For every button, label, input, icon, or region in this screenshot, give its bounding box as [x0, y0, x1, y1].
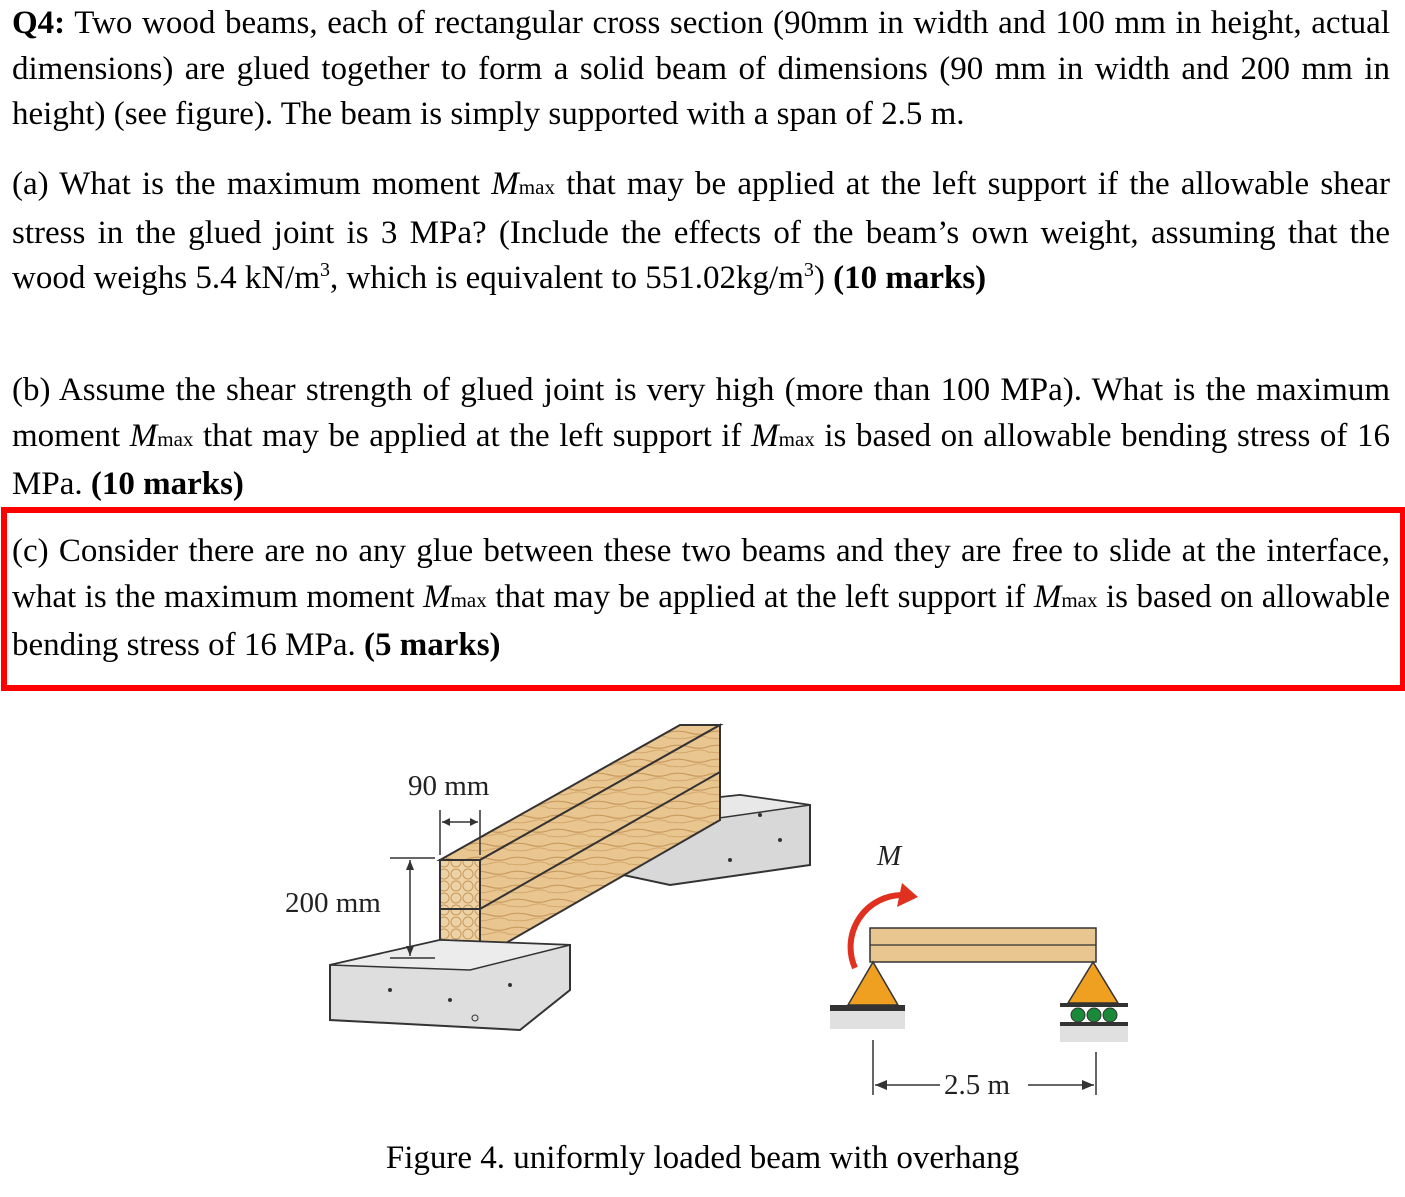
part-a-marks: (10 marks)	[833, 260, 987, 296]
max-subscript-2: max	[1061, 587, 1098, 612]
front-concrete-support	[330, 940, 570, 1030]
pin-support	[848, 962, 898, 1005]
max-subscript: max	[450, 587, 487, 612]
intro-text: Two wood beams, each of rectangular cross section (90mm in width and 100 mm in height, actual dimensions) are glued together to form a solid beam of dimensions (90 mm in width and 200 mm in height) (see figure). The beam is simply supported with a span of 2.5 m.	[12, 5, 1390, 132]
glued-wood-beam	[440, 725, 720, 958]
part-b-marks: (10 marks)	[90, 466, 244, 502]
part-b-text-3: is based on allowable bending stress of 16 MPa.	[12, 417, 1391, 502]
max-subscript: max	[157, 426, 194, 451]
m-symbol: M	[129, 417, 158, 454]
height-dimension	[285, 858, 435, 958]
part-a-text-4: )	[813, 260, 834, 296]
question-label: Q4:	[12, 5, 66, 41]
width-label: 90 mm	[408, 770, 490, 802]
beam-figure	[270, 700, 1150, 1120]
part-a-text-3: , which is equivalent to 551.02kg/m	[330, 260, 804, 296]
part-c-text-3: is based on allowable bending stress of 16 MPa.	[12, 578, 1390, 663]
part-b-text-1: (b) Assume the shear strength of glued joint is very high (more than 100 MPa). What is the maximum moment	[12, 372, 1390, 454]
beam-schematic	[830, 840, 1128, 1101]
max-subscript: max	[518, 175, 555, 199]
m-symbol-2: M	[751, 417, 779, 454]
height-label: 200 mm	[285, 887, 381, 919]
part-a-text-1: (a) What is the maximum moment	[12, 166, 492, 202]
figure-caption: Figure 4. uniformly loaded beam with overhang	[385, 1140, 1020, 1176]
question-intro	[12, 1, 1390, 138]
span-label: 2.5 m	[944, 1069, 1011, 1101]
part-a-text-2: that may be applied at the left support if the allowable shear stress in the glued joint is 3 MPa? (Include the effects of the beam’s own weight, assuming that the wood weighs 5.4 kN/m	[12, 166, 1391, 296]
m-symbol: M	[423, 578, 451, 615]
part-c-text-2: that may be applied at the left support if	[486, 578, 1034, 615]
cube-superscript-2: 3	[803, 259, 814, 281]
cube-superscript: 3	[320, 259, 330, 281]
question-part-a	[12, 162, 1390, 302]
moment-label: M	[877, 840, 902, 872]
part-c-marks: (5 marks)	[363, 627, 501, 663]
part-b-text-2: that may be applied at the left support if	[193, 417, 752, 454]
question-part-b	[12, 368, 1390, 508]
max-subscript-2: max	[778, 426, 815, 451]
roller-support	[1068, 962, 1118, 1003]
m-symbol: M	[491, 166, 519, 202]
question-part-c	[12, 529, 1390, 669]
part-c-text-1: (c) Consider there are no any glue between these two beams and they are free to slide at the interface, what is the maximum moment	[12, 533, 1390, 615]
m-symbol-2: M	[1033, 578, 1062, 615]
